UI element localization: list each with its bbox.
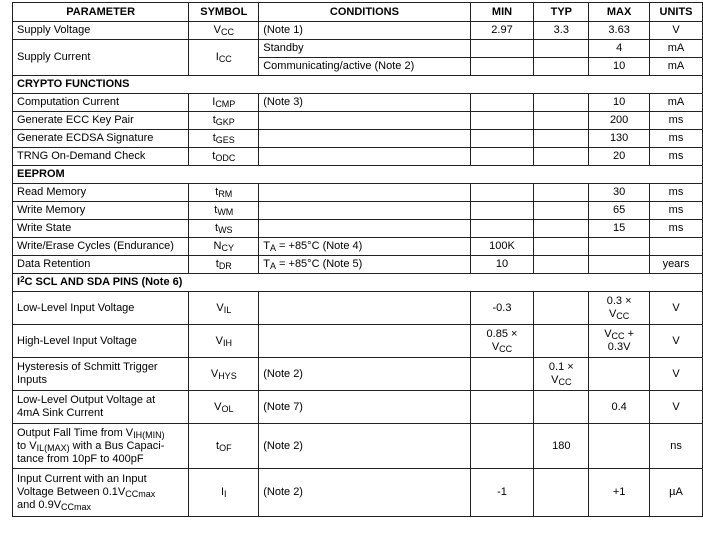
unit-cell: ms [650, 130, 703, 148]
typ-cell [534, 325, 589, 358]
conditions-cell: (Note 3) [259, 94, 470, 112]
header-conditions: CONDITIONS [259, 3, 470, 22]
table-row [13, 292, 703, 325]
symbol-cell: $V_{CC}$ [189, 22, 259, 40]
max-cell: 20 [589, 148, 650, 166]
typ-cell [534, 469, 589, 517]
max-cell: +1 [589, 469, 650, 517]
max-cell: 3.63 [589, 22, 650, 40]
section-eeprom: EEPROM [13, 166, 703, 184]
unit-cell: V [650, 325, 703, 358]
conditions-cell [259, 112, 470, 130]
param-cell: High-Level Input Voltage [13, 325, 189, 358]
conditions-cell: (Note 1) [259, 22, 470, 40]
conditions-cell [259, 202, 470, 220]
max-cell: $V_{CC}$ + 0.3V [589, 325, 650, 358]
electrical-characteristics-table [12, 2, 703, 517]
max-cell: 10 [589, 58, 650, 76]
section-crypto-functions: CRYPTO FUNCTIONS [13, 76, 703, 94]
min-cell [470, 94, 534, 112]
max-cell: 0.3 × $V_{CC}$ [589, 292, 650, 325]
table-row [13, 424, 703, 469]
header-row [13, 3, 703, 22]
section-i2c-pins: $I^2C$ SCL AND SDA PINS (Note 6) [13, 274, 703, 292]
min-cell: 100K [470, 238, 534, 256]
symbol-cell: $V_{IL}$ [189, 292, 259, 325]
header-max: MAX [589, 3, 650, 22]
param-cell: Supply Voltage [13, 22, 189, 40]
min-cell: 10 [470, 256, 534, 274]
max-cell: 4 [589, 40, 650, 58]
unit-cell: mA [650, 40, 703, 58]
symbol-cell: $I_{CC}$ [189, 40, 259, 76]
max-cell [589, 238, 650, 256]
table-row [13, 358, 703, 391]
typ-cell [534, 58, 589, 76]
typ-cell [534, 112, 589, 130]
table-row [13, 256, 703, 274]
min-cell [470, 130, 534, 148]
min-cell: -0.3 [470, 292, 534, 325]
conditions-cell [259, 292, 470, 325]
conditions-cell: (Note 2) [259, 424, 470, 469]
max-cell: 65 [589, 202, 650, 220]
max-cell: 30 [589, 184, 650, 202]
typ-cell [534, 391, 589, 424]
typ-cell [534, 94, 589, 112]
typ-cell: 0.1 × $V_{CC}$ [534, 358, 589, 391]
table-row [13, 112, 703, 130]
table-row [13, 202, 703, 220]
conditions-cell [259, 325, 470, 358]
table-row [13, 238, 703, 256]
typ-cell [534, 292, 589, 325]
symbol-cell: $N_{CY}$ [189, 238, 259, 256]
conditions-cell [259, 148, 470, 166]
unit-cell: V [650, 358, 703, 391]
conditions-cell [259, 184, 470, 202]
typ-cell [534, 40, 589, 58]
table-row [13, 148, 703, 166]
conditions-cell: $T_A = +85^\circ C$ (Note 5) [259, 256, 470, 274]
header-units: UNITS [650, 3, 703, 22]
param-cell: Hysteresis of Schmitt Trigger Inputs [13, 358, 189, 391]
header-typ: TYP [534, 3, 589, 22]
unit-cell: years [650, 256, 703, 274]
typ-cell [534, 202, 589, 220]
min-cell [470, 202, 534, 220]
unit-cell: ms [650, 112, 703, 130]
typ-cell [534, 184, 589, 202]
min-cell [470, 358, 534, 391]
param-cell: TRNG On-Demand Check [13, 148, 189, 166]
symbol-cell: $V_{HYS}$ [189, 358, 259, 391]
table-row [13, 391, 703, 424]
table-row [13, 94, 703, 112]
typ-cell: 180 [534, 424, 589, 469]
unit-cell: V [650, 22, 703, 40]
symbol-cell: $V_{IH}$ [189, 325, 259, 358]
table-row [13, 40, 703, 58]
conditions-cell: $T_A = +85^\circ C$ (Note 4) [259, 238, 470, 256]
min-cell [470, 424, 534, 469]
param-cell: Low-Level Output Voltage at 4mA Sink Current [13, 391, 189, 424]
conditions-cell: Standby [259, 40, 470, 58]
min-cell [470, 40, 534, 58]
unit-cell: ms [650, 148, 703, 166]
symbol-cell: $V_{OL}$ [189, 391, 259, 424]
symbol-cell: $t_{GKP}$ [189, 112, 259, 130]
param-cell: Computation Current [13, 94, 189, 112]
min-cell: 2.97 [470, 22, 534, 40]
max-cell: 0.4 [589, 391, 650, 424]
param-cell: Generate ECDSA Signature [13, 130, 189, 148]
min-cell [470, 184, 534, 202]
symbol-cell: $t_{GES}$ [189, 130, 259, 148]
section-row [13, 166, 703, 184]
min-cell [470, 148, 534, 166]
conditions-cell [259, 130, 470, 148]
min-cell [470, 112, 534, 130]
typ-cell: 3.3 [534, 22, 589, 40]
table-row [13, 220, 703, 238]
param-cell: Write/Erase Cycles (Endurance) [13, 238, 189, 256]
symbol-cell: $I_{CMP}$ [189, 94, 259, 112]
table-row [13, 325, 703, 358]
unit-cell: ms [650, 184, 703, 202]
max-cell: 200 [589, 112, 650, 130]
param-cell: Input Current with an Input Voltage Between $0.1V_{CCmax}$ and $0.9V_{CCmax}$ [13, 469, 189, 517]
min-cell: 0.85 × $V_{CC}$ [470, 325, 534, 358]
max-cell: 15 [589, 220, 650, 238]
min-cell: -1 [470, 469, 534, 517]
param-cell: Supply Current [13, 40, 189, 76]
symbol-cell: $t_{RM}$ [189, 184, 259, 202]
max-cell [589, 358, 650, 391]
max-cell [589, 424, 650, 469]
unit-cell: ms [650, 202, 703, 220]
symbol-cell: $I_I$ [189, 469, 259, 517]
param-cell: Data Retention [13, 256, 189, 274]
param-cell: Write Memory [13, 202, 189, 220]
max-cell [589, 256, 650, 274]
symbol-cell: $t_{DR}$ [189, 256, 259, 274]
table-row [13, 469, 703, 517]
unit-cell [650, 238, 703, 256]
symbol-cell: $t_{WM}$ [189, 202, 259, 220]
unit-cell: V [650, 391, 703, 424]
symbol-cell: $t_{WS}$ [189, 220, 259, 238]
header-parameter: PARAMETER [13, 3, 189, 22]
header-symbol: SYMBOL [189, 3, 259, 22]
unit-cell: µA [650, 469, 703, 517]
conditions-cell: Communicating/active (Note 2) [259, 58, 470, 76]
typ-cell [534, 238, 589, 256]
max-cell: 10 [589, 94, 650, 112]
typ-cell [534, 256, 589, 274]
table-row [13, 22, 703, 40]
param-cell: Generate ECC Key Pair [13, 112, 189, 130]
typ-cell [534, 130, 589, 148]
min-cell [470, 391, 534, 424]
section-row [13, 76, 703, 94]
symbol-cell: $t_{ODC}$ [189, 148, 259, 166]
unit-cell: V [650, 292, 703, 325]
conditions-cell: (Note 7) [259, 391, 470, 424]
unit-cell: ms [650, 220, 703, 238]
param-cell: Write State [13, 220, 189, 238]
typ-cell [534, 220, 589, 238]
typ-cell [534, 148, 589, 166]
param-cell: Read Memory [13, 184, 189, 202]
param-cell: Low-Level Input Voltage [13, 292, 189, 325]
table-row [13, 130, 703, 148]
min-cell [470, 58, 534, 76]
min-cell [470, 220, 534, 238]
unit-cell: mA [650, 94, 703, 112]
conditions-cell: (Note 2) [259, 358, 470, 391]
section-row [13, 274, 703, 292]
table-row [13, 184, 703, 202]
header-min: MIN [470, 3, 534, 22]
unit-cell: ns [650, 424, 703, 469]
max-cell: 130 [589, 130, 650, 148]
unit-cell: mA [650, 58, 703, 76]
conditions-cell [259, 220, 470, 238]
param-cell: Output Fall Time from $V_{IH(MIN)}$ to $V_{IL(MAX)}$ with a Bus Capaci- tance from 10pF to 400pF [13, 424, 189, 469]
symbol-cell: $t_{OF}$ [189, 424, 259, 469]
conditions-cell: (Note 2) [259, 469, 470, 517]
